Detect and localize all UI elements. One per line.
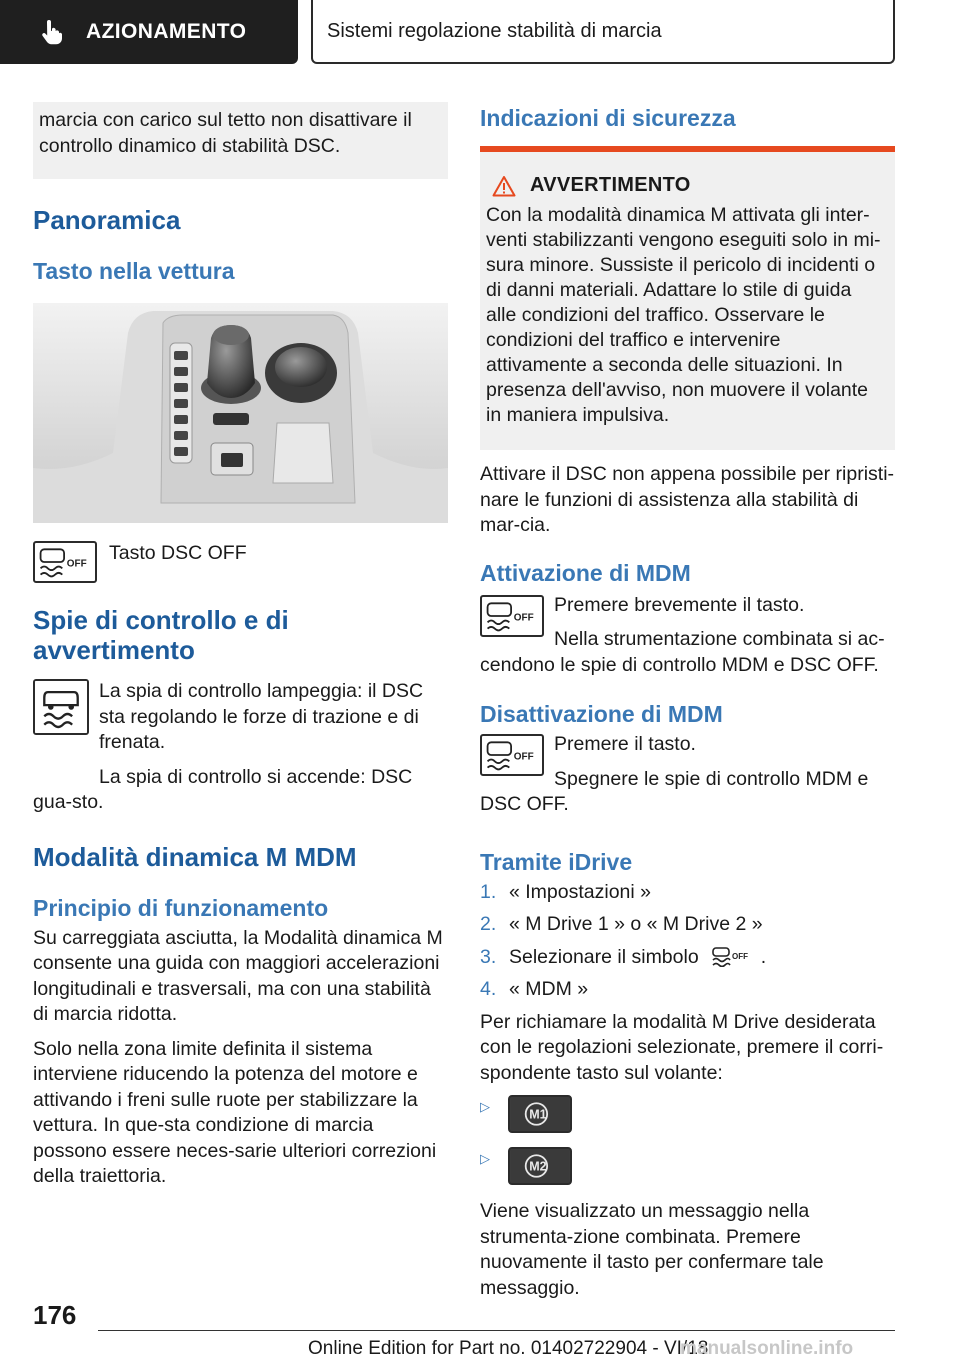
- svg-text:M1: M1: [529, 1107, 547, 1122]
- watermark: manualsonline.info: [680, 1338, 854, 1359]
- bullet-triangle-icon: ▷: [480, 1151, 490, 1166]
- disattivazione-step-1: Premere il tasto.: [554, 733, 696, 755]
- svg-text:M2: M2: [529, 1159, 547, 1174]
- spie-text-2: La spia di controllo si accende: DSC gua-sto.: [33, 765, 413, 813]
- chapter-title: AZIONAMENTO: [86, 20, 247, 43]
- warning-box: [480, 146, 895, 450]
- attivare-dsc-text: Attivare il DSC non appena possibile per ripristi-nare le funzioni di assistenza alla stabilità di mar-cia.: [480, 463, 895, 536]
- list-item: 2. « M Drive 1 » o « M Drive 2 »: [480, 913, 763, 935]
- dsc-off-icon: [480, 595, 544, 637]
- richiamare-text: Per richiamare la modalità M Drive desiderata con le regolazioni selezionate, premere il corri-spondente tasto sul volante:: [480, 1010, 884, 1084]
- dsc-off-icon: [33, 541, 97, 583]
- heading-tasto: Tasto nella vettura: [33, 258, 235, 284]
- intro-note: marcia con carico sul tetto non disattivare il controllo dinamico di stabilità DSC.: [33, 102, 448, 179]
- heading-sicurezza: Indicazioni di sicurezza: [480, 105, 736, 131]
- heading-idrive: Tramite iDrive: [480, 848, 633, 875]
- footer-divider: [98, 1330, 895, 1331]
- principio-text-1: Su carreggiata asciutta, la Modalità dinamica M consente una guida con maggiori accelerazioni longitudinali e trasversali, ma con una stabilità di marcia ridotta.: [33, 926, 443, 1025]
- right-column: [480, 104, 895, 1310]
- svg-text:OFF: OFF: [513, 612, 534, 624]
- left-column: [33, 102, 448, 1199]
- spie-block: [33, 679, 448, 816]
- page-number: 176: [33, 1300, 77, 1330]
- heading-attivazione: Attivazione di MDM: [480, 559, 691, 586]
- m1-steering-button-icon: [508, 1095, 572, 1133]
- bullet-triangle-icon: ▷: [480, 1099, 490, 1114]
- warning-text: Con la modalità dinamica M attivata gli inter-venti stabilizzanti vengono eseguiti solo in mi-sura minore. Sussiste il pericolo di incidenti o di danni materiali. Adattare lo stile di guida alle condizioni del traffico. Osservare le condizioni del traffico e intervenire attivamente a seconda delle situazioni. In presenza dell'avviso, non muovere il volante in maniera impulsiva.: [486, 204, 881, 426]
- list-item: 3. Selezionare il simbolo OFF .: [480, 945, 767, 968]
- spie-text-1: La spia di controllo lampeggia: il DSC sta regolando le forze di trazione e di frenata.: [99, 680, 424, 753]
- attivazione-block: [480, 593, 895, 679]
- list-item: 4. « MDM »: [480, 978, 589, 1000]
- viene-text: Viene visualizzato un messaggio nella strumenta-zione combinata. Premere nuovamente il tasto per confermare tale messaggio.: [480, 1200, 824, 1299]
- heading-spie: Spie di controllo e di avvertimento: [33, 605, 289, 665]
- warning-title-row: [492, 174, 885, 197]
- idrive-steps: [480, 880, 895, 1003]
- hand-pointer-icon: [38, 19, 64, 45]
- disattivazione-block: [480, 732, 895, 818]
- m1-button-row: [480, 1095, 895, 1133]
- m2-button-row: [480, 1147, 895, 1185]
- center-console-image: [33, 303, 448, 523]
- warning-title: AVVERTIMENTO: [530, 174, 691, 196]
- svg-text:OFF: OFF: [513, 751, 534, 763]
- attivazione-step-1: Premere brevemente il tasto.: [554, 593, 805, 616]
- heading-panoramica: Panoramica: [33, 205, 181, 235]
- heading-principio: Principio di funzionamento: [33, 894, 329, 921]
- dsc-off-symbol-icon: [711, 945, 751, 967]
- section-title: Sistemi regolazione stabilità di marcia: [327, 19, 662, 42]
- heading-mdm: Modalità dinamica M MDM: [33, 841, 357, 872]
- dsc-caption: Tasto DSC OFF: [109, 542, 247, 564]
- svg-text:OFF: OFF: [731, 951, 748, 961]
- attivazione-step-2: Nella strumentazione combinata si ac-cendono le spie di controllo MDM e DSC OFF.: [480, 628, 885, 676]
- m2-steering-button-icon: [508, 1147, 572, 1185]
- dsc-warning-light-icon: [33, 679, 89, 735]
- chapter-tab: [0, 0, 298, 64]
- list-item: 1. « Impostazioni »: [480, 880, 651, 903]
- dsc-off-icon: [480, 734, 544, 776]
- center-console-illustration: [33, 303, 448, 523]
- disattivazione-step-2: Spegnere le spie di controllo MDM e DSC OFF.: [480, 767, 869, 815]
- footer-edition: Online Edition for Part no. 01402722904 - VI/18: [308, 1338, 709, 1359]
- svg-text:OFF: OFF: [66, 558, 87, 570]
- heading-disattivazione: Disattivazione di MDM: [480, 701, 723, 727]
- section-title-box: [311, 0, 895, 64]
- principio-text-2: Solo nella zona limite definita il sistema interviene riducendo la potenza del motore e attivando i freni sulle ruote per stabilizzare la vettura. In que-sta condizione di marcia possono essere neces-sarie ulteriori correzioni della traiettoria.: [33, 1037, 437, 1187]
- warning-triangle-icon: [492, 175, 516, 197]
- dsc-button-row: [33, 541, 448, 583]
